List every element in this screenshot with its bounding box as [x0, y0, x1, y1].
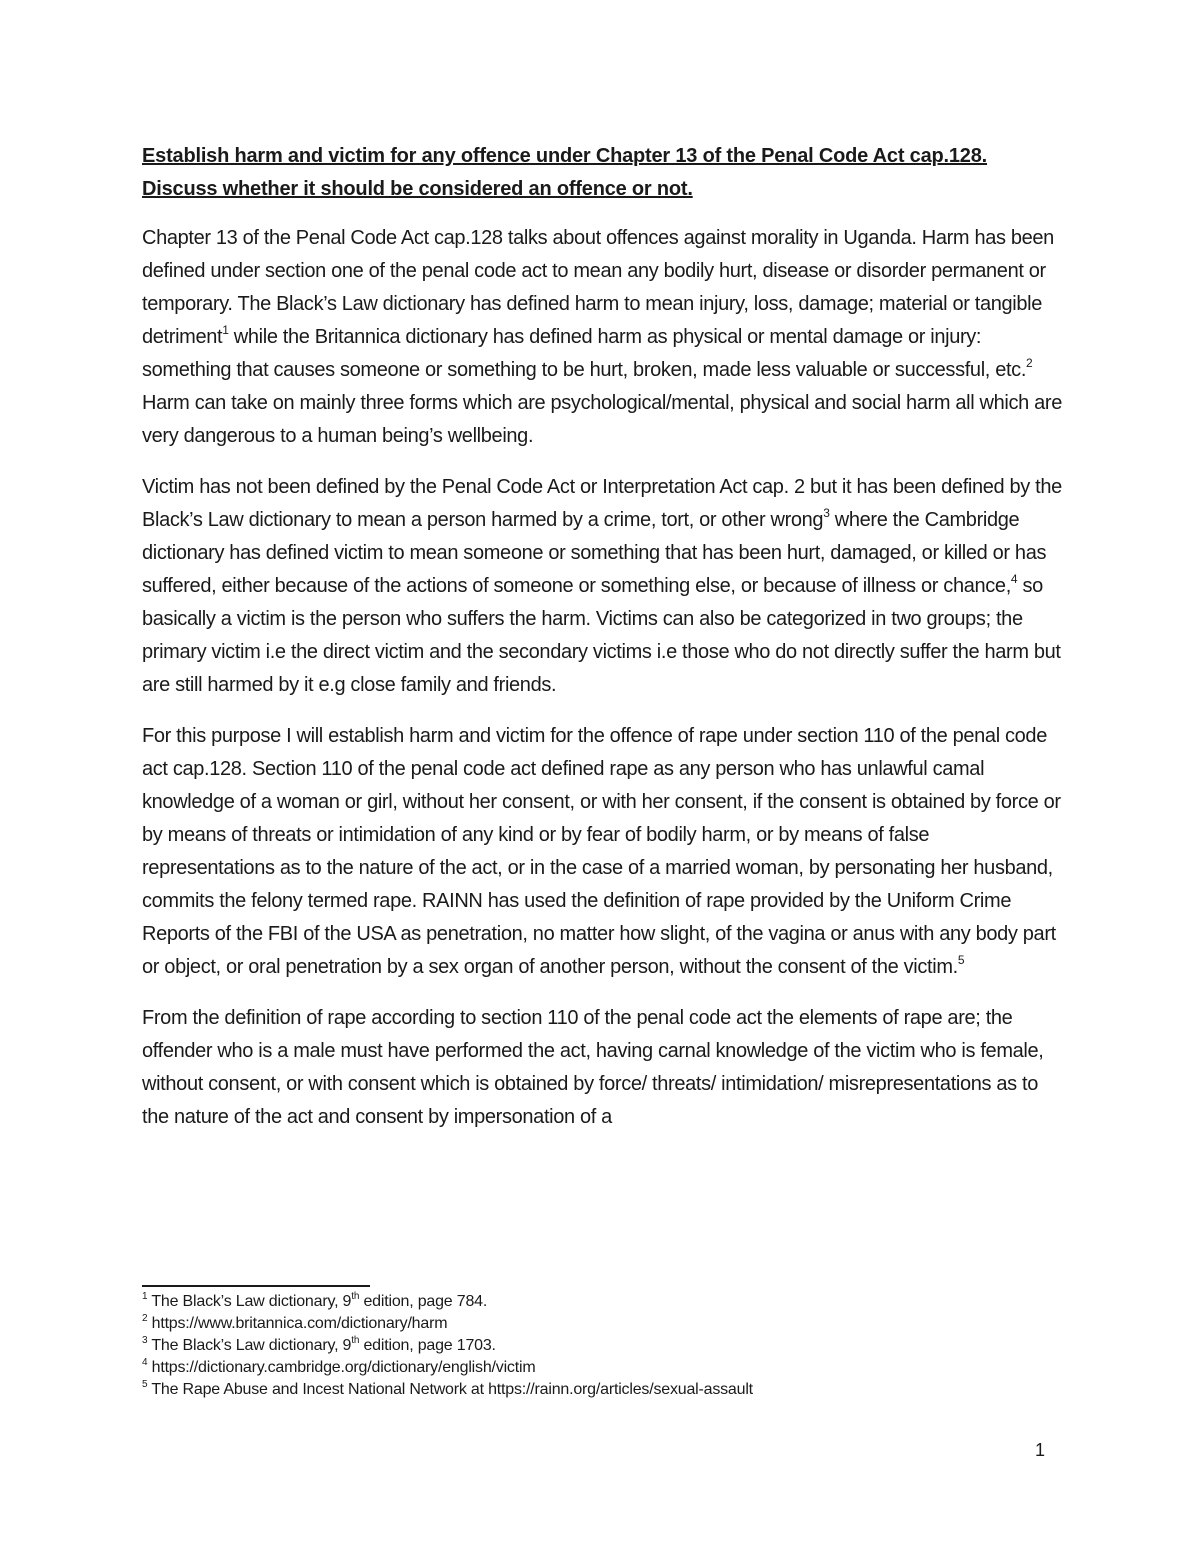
- paragraph-harm: [142, 222, 1062, 453]
- paragraph-harm-text-c: Harm can take on mainly three forms which are psychological/mental, physical and social harm all which are very dangerous to a human being’s wellbeing.: [142, 392, 1062, 447]
- footnote-3-text: The Black’s Law dictionary, 9: [147, 1337, 352, 1354]
- footnote-2-link[interactable]: https://www.britannica.com/dictionary/harm: [147, 1315, 448, 1332]
- footnote-1-text-end: edition, page 784.: [359, 1293, 488, 1310]
- footnote-ref-1[interactable]: 1: [222, 323, 229, 337]
- paragraph-harm-text-b: while the Britannica dictionary has defined harm as physical or mental damage or injury: something that causes someone or something to be hurt, broken, made less valuable or successful, etc.: [142, 326, 1027, 381]
- footnote-4-link[interactable]: https://dictionary.cambridge.org/dictionary/english/victim: [147, 1359, 536, 1376]
- footnote-4: [142, 1357, 1062, 1379]
- document-body: [142, 140, 1062, 1152]
- footnote-ref-3[interactable]: 3: [823, 506, 830, 520]
- footnote-5-number: 5: [142, 1379, 148, 1390]
- footnote-3: [142, 1335, 1062, 1357]
- footnote-ref-2[interactable]: 2: [1026, 356, 1033, 370]
- footnote-1-number: 1: [142, 1291, 148, 1302]
- footnote-ref-5[interactable]: 5: [957, 953, 965, 967]
- footnote-2: [142, 1313, 1062, 1335]
- footnote-4-number: 4: [142, 1357, 148, 1368]
- footnote-1-superscript: th: [351, 1291, 360, 1302]
- paragraph-victim-text-c: so basically a victim is the person who suffers the harm. Victims can also be categorized in two groups; the primary victim i.e the direct victim and the secondary victims i.e those who do not directly suffer the harm but are still harmed by it e.g close family and friends.: [142, 575, 1061, 696]
- paragraph-victim-text-a: Victim has not been defined by the Penal Code Act or Interpretation Act cap. 2 but it has been defined by the Black’s Law dictionary to mean a person harmed by a crime, tort, or other wrong: [142, 476, 1062, 531]
- footnote-3-number: 3: [142, 1335, 148, 1346]
- paragraph-victim: [142, 471, 1062, 702]
- paragraph-harm-text-a: Chapter 13 of the Penal Code Act cap.128 talks about offences against morality in Uganda. Harm has been defined under section one of the penal code act to mean any bodily hurt, disease or disorder permanent or temporary. The Black’s Law dictionary has defined harm to mean injury, loss, damage; material or tangible detriment: [142, 227, 1054, 348]
- footnote-separator: [142, 1285, 370, 1287]
- footnote-2-number: 2: [142, 1313, 148, 1324]
- paragraph-victim-text-b: where the Cambridge dictionary has defined victim to mean someone or something that has been hurt, damaged, or killed or has suffered, either because of the actions of someone or something else, or because of illness or chance,: [142, 509, 1047, 597]
- footnote-5: [142, 1379, 1062, 1401]
- footnote-3-superscript: th: [351, 1335, 360, 1346]
- footnote-1: [142, 1291, 1062, 1313]
- footnotes: [142, 1291, 1062, 1401]
- footnote-ref-4[interactable]: 4: [1010, 572, 1018, 586]
- paragraph-elements: From the definition of rape according to section 110 of the penal code act the elements of rape are; the offender who is a male must have performed the act, having carnal knowledge of the victim who is female, without consent, or with consent which is obtained by force/ threats/ intimidation/ misrepresentations as to the nature of the act and consent by impersonation of a: [142, 1007, 1044, 1128]
- footnote-1-text: The Black’s Law dictionary, 9: [147, 1293, 352, 1310]
- footnote-5-text: The Rape Abuse and Incest National Network at https://rainn.org/articles/sexual-assault: [147, 1381, 753, 1398]
- footnote-3-text-end: edition, page 1703.: [359, 1337, 496, 1354]
- document-title: [142, 140, 1062, 206]
- paragraph-rape-definition-text: For this purpose I will establish harm and victim for the offence of rape under section 110 of the penal code act cap.128. Section 110 of the penal code act defined rape as any person who has unlawful camal knowledge of a woman or girl, without her consent, or with her consent, if the consent is obtained by force or by means of threats or intimidation of any kind or by fear of bodily harm, or by means of false representations as to the nature of the act, or in the case of a married woman, by personating her husband, commits the felony termed rape. RAINN has used the definition of rape provided by the Uniform Crime Reports of the FBI of the USA as penetration, no matter how slight, of the vagina or anus with any body part or object, or oral penetration by a sex organ of another person, without the consent of the victim.: [142, 725, 1061, 978]
- page-number: 1: [1035, 1440, 1046, 1460]
- title-line-2: Discuss whether it should be considered an offence or not.: [142, 178, 693, 200]
- paragraph-rape-definition: [142, 720, 1062, 984]
- title-line-1: Establish harm and victim for any offence under Chapter 13 of the Penal Code Act cap.128.: [142, 145, 988, 167]
